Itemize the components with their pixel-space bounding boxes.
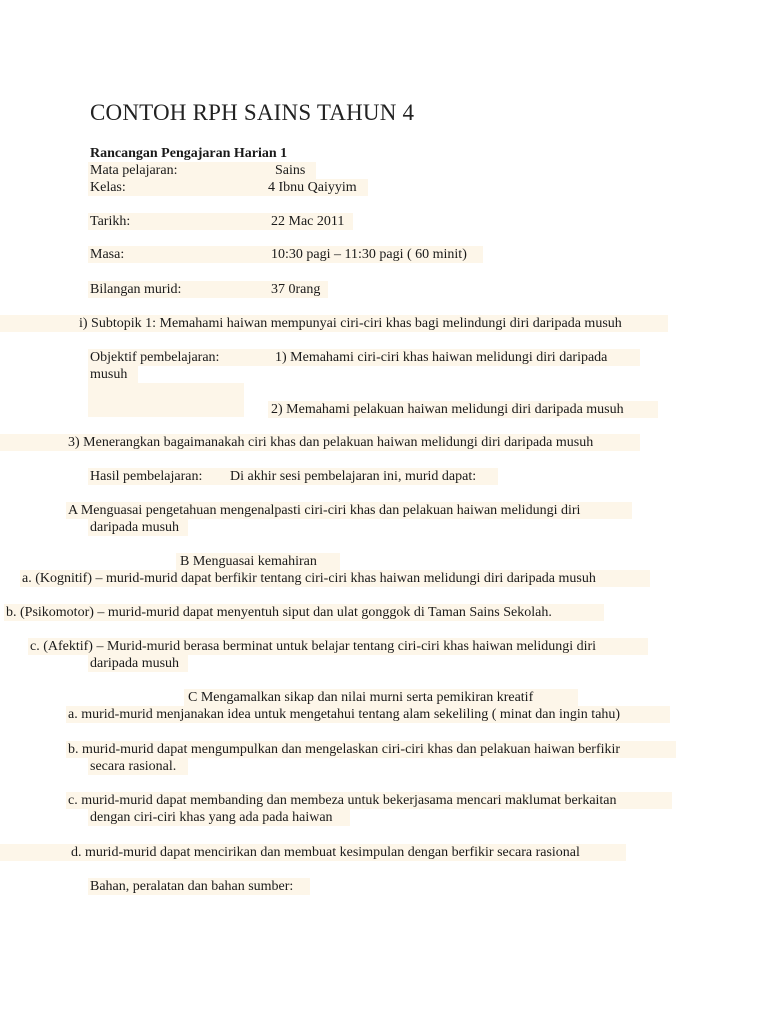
section-b-afektif-1: c. (Afektif) – Murid-murid berasa berminat untuk belajar tentang ciri-ciri khas haiwan melidungi diri	[30, 639, 597, 654]
objektif-label: Objektif pembelajaran:	[90, 350, 220, 365]
bilangan-murid-label: Bilangan murid:	[90, 282, 182, 297]
section-b-kognitif: a. (Kognitif) – murid-murid dapat berfikir tentang ciri-ciri khas haiwan melidungi diri daripada musuh	[22, 571, 596, 586]
section-c-item-b-1: b. murid-murid dapat mengumpulkan dan mengelaskan ciri-ciri khas dan pelakuan haiwan berfikir	[68, 742, 621, 757]
kelas-label: Kelas:	[90, 180, 126, 195]
section-c-item-b-2: secara rasional.	[90, 759, 177, 774]
objektif-item-2: 2) Memahami pelakuan haiwan melidungi diri daripada musuh	[271, 402, 624, 417]
masa-label: Masa:	[90, 247, 125, 262]
hasil-label: Hasil pembelajaran:	[90, 469, 203, 484]
section-a-line-2: daripada musuh	[90, 520, 180, 535]
hasil-text: Di akhir sesi pembelajaran ini, murid dapat:	[230, 469, 477, 484]
mata-pelajaran-label: Mata pelajaran:	[90, 163, 178, 178]
objektif-item-1: 1) Memahami ciri-ciri khas haiwan melidungi diri daripada	[275, 350, 608, 365]
section-b-heading: B Menguasai kemahiran	[180, 554, 317, 569]
highlight-band	[88, 400, 244, 417]
rph-heading: Rancangan Pengajaran Harian 1	[90, 146, 288, 161]
section-b-psikomotor: b. (Psikomotor) – murid-murid dapat menyentuh siput dan ulat gonggok di Taman Sains Sekolah.	[6, 605, 552, 620]
section-b-afektif-2: daripada musuh	[90, 656, 180, 671]
bahan-heading: Bahan, peralatan dan bahan sumber:	[90, 879, 294, 894]
section-c-heading: C Mengamalkan sikap dan nilai murni serta pemikiran kreatif	[188, 690, 534, 705]
document-title: CONTOH RPH SAINS TAHUN 4	[90, 100, 415, 125]
highlight-band	[88, 383, 244, 400]
masa-value: 10:30 pagi – 11:30 pagi ( 60 minit)	[271, 247, 467, 262]
bilangan-murid-value: 37 0rang	[271, 282, 321, 297]
section-c-item-a: a. murid-murid menjanakan idea untuk mengetahui tentang alam sekeliling ( minat dan ingin tahu)	[68, 707, 621, 722]
subtopik-line: i) Subtopik 1: Memahami haiwan mempunyai ciri-ciri khas bagi melindungi diri daripada musuh	[79, 316, 622, 331]
objektif-item-3: 3) Menerangkan bagaimanakah ciri khas dan pelakuan haiwan melidungi diri daripada musuh	[68, 435, 594, 450]
section-a-line-1: A Menguasai pengetahuan mengenalpasti ciri-ciri khas dan pelakuan haiwan melidungi diri	[68, 503, 581, 518]
section-c-item-c-1: c. murid-murid dapat membanding dan membeza untuk bekerjasama mencari maklumat berkaitan	[68, 793, 617, 808]
tarikh-value: 22 Mac 2011	[271, 214, 345, 229]
section-c-item-c-2: dengan ciri-ciri khas yang ada pada haiwan	[90, 810, 333, 825]
objektif-item-1-cont: musuh	[90, 367, 128, 382]
kelas-value: 4 Ibnu Qaiyyim	[268, 180, 357, 195]
mata-pelajaran-value: Sains	[275, 163, 306, 178]
section-c-item-d: d. murid-murid dapat mencirikan dan membuat kesimpulan dengan berfikir secara rasional	[71, 845, 580, 860]
tarikh-label: Tarikh:	[90, 214, 131, 229]
